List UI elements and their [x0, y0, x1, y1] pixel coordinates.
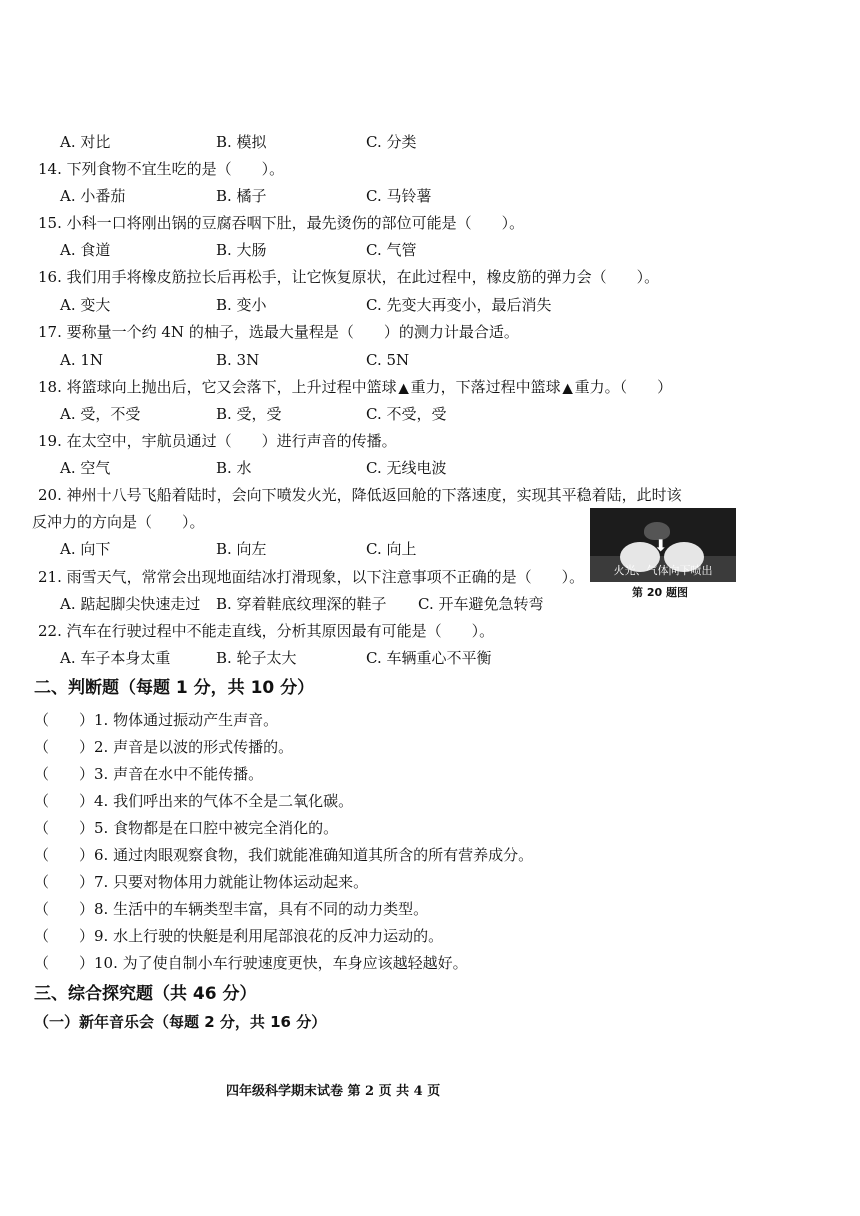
photo-caption: 火光、气体向下喷出	[613, 564, 713, 577]
q20-option-a: A. 向下	[60, 540, 111, 558]
q20-stem: 20. 神州十八号飞船着陆时，会向下喷发火光，降低返回舱的下落速度，实现其平稳着陆，此时该	[38, 486, 682, 504]
q15-option-b: B. 大肠	[216, 241, 267, 259]
judge-item-2: （ ）2. 声音是以波的形式传播的。	[34, 738, 294, 756]
section-2-title: 二、判断题（每题 1 分，共 10 分）	[34, 678, 315, 698]
q17-stem: 17. 要称量一个约 4N 的柚子，选最大量程是（ ）的测力计最合适。	[38, 323, 519, 341]
q16-option-c: C. 先变大再变小，最后消失	[366, 296, 552, 314]
q17-option-b: B. 3N	[216, 351, 260, 369]
q21-stem: 21. 雨雪天气，常常会出现地面结冰打滑现象，以下注意事项不正确的是（ ）。	[38, 568, 585, 586]
judge-item-9: （ ）9. 水上行驶的快艇是利用尾部浪花的反冲力运动的。	[34, 927, 444, 945]
q17-option-a: A. 1N	[60, 351, 104, 369]
q20-option-b: B. 向左	[216, 540, 267, 558]
q15-option-c: C. 气管	[366, 241, 417, 259]
section-3-title: 三、综合探究题（共 46 分）	[34, 984, 257, 1004]
q13-option-b: B. 模拟	[216, 133, 267, 151]
q19-option-a: A. 空气	[60, 459, 111, 477]
blank-triangle-marker: ▲	[398, 381, 409, 396]
down-arrow-icon: ⬇	[654, 536, 668, 555]
q14-stem: 14. 下列食物不宜生吃的是（ ）。	[38, 160, 285, 178]
q21-option-c: C. 开车避免急转弯	[418, 595, 544, 613]
q16-option-a: A. 变大	[60, 296, 111, 314]
q22-option-a: A. 车子本身太重	[60, 649, 171, 667]
q17-option-c: C. 5N	[366, 351, 410, 369]
q22-stem: 22. 汽车在行驶过程中不能走直线，分析其原因最有可能是（ ）。	[38, 622, 495, 640]
q22-option-c: C. 车辆重心不平衡	[366, 649, 492, 667]
q18-stem-part1: 18. 将篮球向上抛出后，它又会落下，上升过程中篮球	[38, 378, 397, 396]
q15-option-a: A. 食道	[60, 241, 111, 259]
judge-item-6: （ ）6. 通过肉眼观察食物，我们就能准确知道其所含的所有营养成分。	[34, 846, 534, 864]
q15-stem: 15. 小科一口将刚出锅的豆腐吞咽下肚，最先烫伤的部位可能是（ ）。	[38, 214, 525, 232]
judge-item-5: （ ）5. 食物都是在口腔中被完全消化的。	[34, 819, 339, 837]
q16-stem: 16. 我们用手将橡皮筋拉长后再松手，让它恢复原状，在此过程中，橡皮筋的弹力会（ ）。	[38, 268, 660, 286]
judge-item-8: （ ）8. 生活中的车辆类型丰富，具有不同的动力类型。	[34, 900, 429, 918]
q22-option-b: B. 轮子太大	[216, 649, 297, 667]
q19-option-c: C. 无线电波	[366, 459, 447, 477]
page-footer: 四年级科学期末试卷 第 2 页 共 4 页	[226, 1084, 441, 1099]
q14-option-a: A. 小番茄	[60, 187, 126, 205]
q18-option-b: B. 受，受	[216, 405, 282, 423]
judge-item-4: （ ）4. 我们呼出来的气体不全是二氧化碳。	[34, 792, 354, 810]
q21-option-b: B. 穿着鞋底纹理深的鞋子	[216, 595, 387, 613]
judge-item-7: （ ）7. 只要对物体用力就能让物体运动起来。	[34, 873, 369, 891]
judge-item-3: （ ）3. 声音在水中不能传播。	[34, 765, 264, 783]
q18-stem-part2: 重力，下落过程中篮球	[410, 378, 561, 396]
q13-option-a: A. 对比	[60, 133, 111, 151]
q18-stem	[38, 377, 672, 399]
q18-option-c: C. 不受，受	[366, 405, 447, 423]
q20-option-c: C. 向上	[366, 540, 417, 558]
section-3-subtitle: （一）新年音乐会（每题 2 分，共 16 分）	[34, 1013, 327, 1031]
q13-option-c: C. 分类	[366, 133, 417, 151]
q16-option-b: B. 变小	[216, 296, 267, 314]
judge-item-10: （ ）10. 为了使自制小车行驶速度更快，车身应该越轻越好。	[34, 954, 468, 972]
q20-stem-continued: 反冲力的方向是（ ）。	[32, 513, 205, 531]
q19-option-b: B. 水	[216, 459, 252, 477]
figure-label: 第 20 题图	[632, 586, 688, 599]
judge-item-1: （ ）1. 物体通过振动产生声音。	[34, 711, 279, 729]
q20-landing-photo	[590, 508, 736, 582]
q19-stem: 19. 在太空中，宇航员通过（ ）进行声音的传播。	[38, 432, 397, 450]
blank-triangle-marker: ▲	[562, 381, 573, 396]
q14-option-c: C. 马铃薯	[366, 187, 432, 205]
q18-option-a: A. 受，不受	[60, 405, 141, 423]
q14-option-b: B. 橘子	[216, 187, 267, 205]
q18-stem-part3: 重力。（ ）	[574, 378, 673, 396]
q21-option-a: A. 踮起脚尖快速走过	[60, 595, 201, 613]
